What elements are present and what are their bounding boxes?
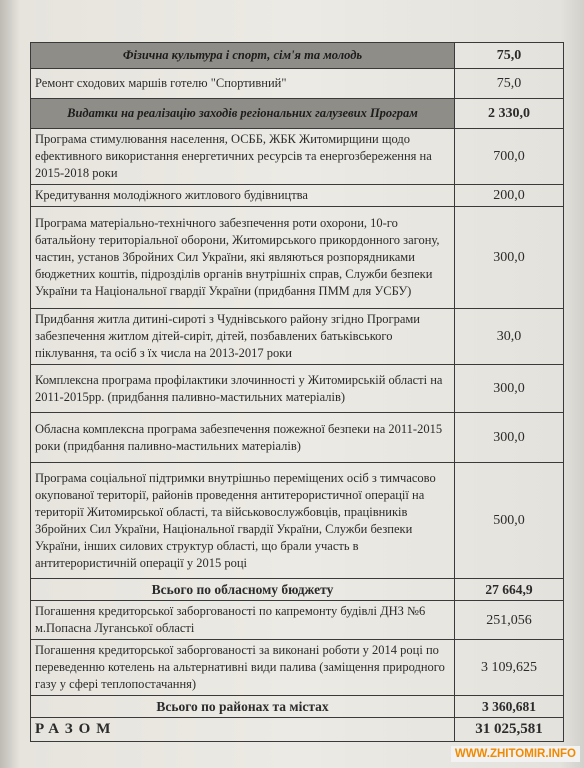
row-amount: 3 360,681	[455, 696, 564, 718]
row-amount: 75,0	[455, 43, 564, 69]
table-row	[31, 365, 564, 413]
table-row	[31, 309, 564, 365]
row-amount: 75,0	[455, 69, 564, 99]
row-amount: 500,0	[455, 463, 564, 579]
row-description: Програма матеріально-технічного забезпечення роти охорони, 10-го батальйону територіальної оборони, Житомирського прикордонного загону, частин, установ Збройних Сил України, які являються розпорядниками бюджетних коштів, підрозділів органів внутрішніх справ, Служби безпеки України та Національної гвардії України (придбання ПММ для УСБУ)	[31, 207, 455, 309]
table-row	[31, 99, 564, 129]
row-description: Видатки на реалізацію заходів регіональних галузевих Програм	[31, 99, 455, 129]
row-description: Комплексна програма профілактики злочинності у Житомирській області на 2011-2015рр. (придбання паливно-мастильних матеріалів)	[31, 365, 455, 413]
row-description: Ремонт сходових маршів готелю "Спортивний"	[31, 69, 455, 99]
table-row	[31, 601, 564, 640]
row-amount: 300,0	[455, 365, 564, 413]
table-row	[31, 718, 564, 742]
row-amount: 300,0	[455, 207, 564, 309]
row-amount: 251,056	[455, 601, 564, 640]
row-amount: 31 025,581	[455, 718, 564, 742]
table-row	[31, 579, 564, 601]
table-row	[31, 696, 564, 718]
row-description: Обласна комплексна програма забезпечення пожежної безпеки на 2011-2015 роки (придбання паливно-мастильних матеріалів)	[31, 413, 455, 463]
row-description: Кредитування молодіжного житлового будівництва	[31, 185, 455, 207]
table-row	[31, 129, 564, 185]
row-description: Всього по районах та містах	[31, 696, 455, 718]
row-description: РАЗОМ	[31, 718, 455, 742]
row-description: Погашення кредиторської заборгованості по капремонту будівлі ДНЗ №6 м.Попасна Луганської області	[31, 601, 455, 640]
table-row	[31, 185, 564, 207]
row-description: Погашення кредиторської заборгованості за виконані роботи у 2014 році по переведенню котелень на альтернативні види палива (заміщення природного газу у сфері теплопостачання)	[31, 640, 455, 696]
table-row	[31, 207, 564, 309]
row-description: Всього по обласному бюджету	[31, 579, 455, 601]
row-description: Програма стимулювання населення, ОСББ, ЖБК Житомирщини щодо ефективного використання енергетичних ресурсів та енергозбереження на 2015-2018 роки	[31, 129, 455, 185]
row-amount: 27 664,9	[455, 579, 564, 601]
table-row	[31, 43, 564, 69]
row-amount: 200,0	[455, 185, 564, 207]
row-description: Фізична культура і спорт, сім'я та молодь	[31, 43, 455, 69]
site-watermark: WWW.ZHITOMIR.INFO	[451, 746, 580, 762]
table-row	[31, 463, 564, 579]
row-description: Програма соціальної підтримки внутрішньо переміщених осіб з тимчасово окупованої території, районів проведення антитерористичної операції на території Житомирської області, та військовослужбовців, працівників Збройних Сил України, Національної гвардії України, Служби безпеки України, інших силових структур області, що брали участь в антитерористичній операції у 2015 році	[31, 463, 455, 579]
row-amount: 3 109,625	[455, 640, 564, 696]
budget-table	[30, 42, 564, 742]
row-amount: 2 330,0	[455, 99, 564, 129]
table-row	[31, 69, 564, 99]
row-description: Придбання житла дитині-сироті з Чуднівського району згідно Програми забезпечення житлом дітей-сиріт, дітей, позбавлених батьківського піклування, та осіб з їх числа на 2013-2017 роки	[31, 309, 455, 365]
row-amount: 30,0	[455, 309, 564, 365]
table-row	[31, 640, 564, 696]
row-amount: 300,0	[455, 413, 564, 463]
row-amount: 700,0	[455, 129, 564, 185]
table-row	[31, 413, 564, 463]
